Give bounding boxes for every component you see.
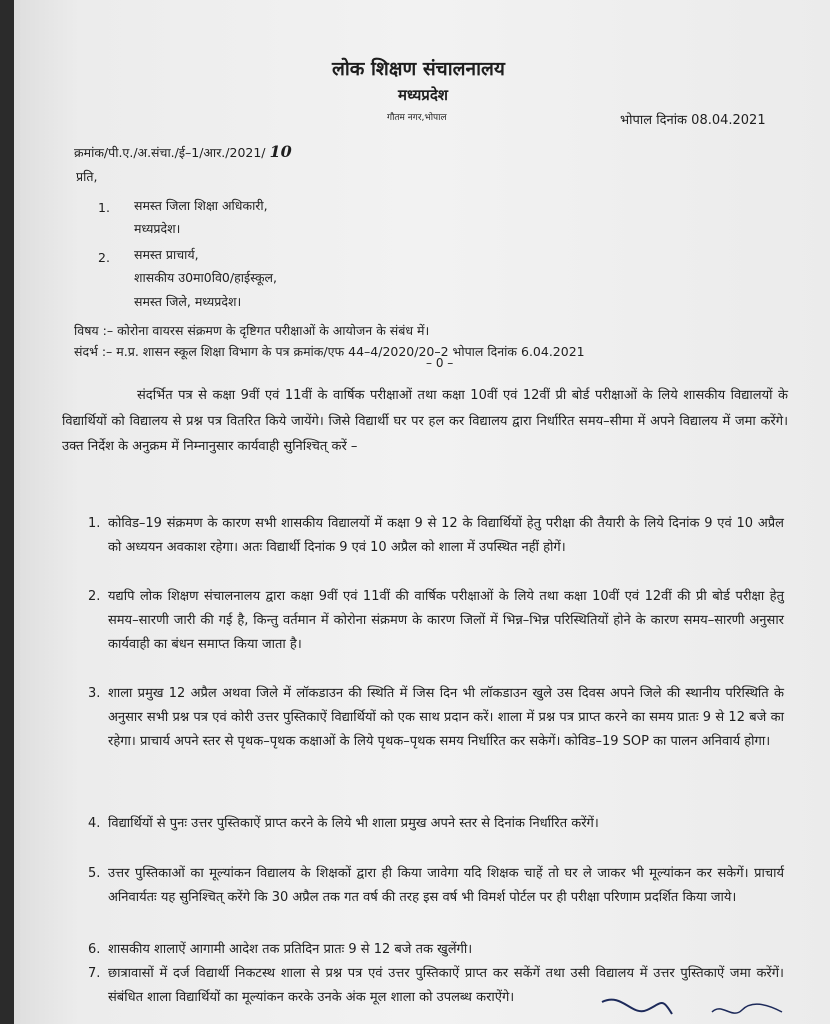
list-item (88, 862, 784, 910)
list-item-number: 6. (88, 942, 101, 957)
recipient-line: समस्त प्राचार्य, (134, 247, 199, 262)
prati-label: प्रति, (76, 169, 98, 184)
intro-paragraph: संदर्भित पत्र से कक्षा 9वीं एवं 11वीं के वार्षिक परीक्षाओं तथा कक्षा 10वीं एवं 12वीं प्री बोर्ड परीक्षाओं के लिये शासकीय विद्यालयों के विद्यार्थियों को विद्यालय से प्रश्न पत्र वितरित किये जायेंगे। जिसे विद्यार्थी घर पर हल कर विद्यालय द्वारा निर्धारित समय–सीमा में अपने विद्यालय में जमा करेंगे। उक्त निर्देश के अनुक्रम में निम्नानुसार कार्यवाही सुनिश्चित् करें – (62, 388, 788, 454)
recipient-line: समस्त जिले, मध्यप्रदेश। (134, 294, 242, 309)
list-item (88, 812, 784, 836)
list-item-text: शासकीय शालाऐं आगामी आदेश तक प्रतिदिन प्रातः 9 से 12 बजे तक खुलेंगी। (108, 942, 473, 957)
list-item (88, 512, 784, 560)
letter-date: भोपाल दिनांक 08.04.2021 (620, 113, 766, 128)
list-item-text: कोविड–19 संक्रमण के कारण सभी शासकीय विद्यालयों में कक्षा 9 से 12 के विद्यार्थियों हेतु परीक्षा की तैयारी के लिये दिनांक 9 एवं 10 अप्रैल को अध्ययन अवकाश रहेगा। अतः विद्यार्थी दिनांक 9 एवं 10 अप्रैल को शाला में उपस्थित नहीं होगें। (108, 516, 784, 555)
list-item-text: छात्रावासों में दर्ज विद्यार्थी निकटस्थ शाला से प्रश्न पत्र एवं उत्तर पुस्तिकाऐं प्राप्त कर सकेंगें तथा उसी विद्यालय में उत्तर पुस्तिकाऐं जमा करेंगें। संबंधित शाला विद्यार्थियों का मूल्यांकन करके उनके अंक मूल शाला को उपलब्ध कराऐंगे। (108, 966, 784, 1005)
letter-number (74, 142, 292, 161)
list-item-text: शाला प्रमुख 12 अप्रैल अथवा जिले में लॉकडाउन की स्थिति में जिस दिन भी लॉकडाउन खुले उस दिवस अपने जिले की स्थानीय परिस्थिति के अनुसार सभी प्रश्न पत्र एवं कोरी उत्तर पुस्तिकाऐं विद्यार्थियों को एक साथ प्रदान करें। शाला में प्रश्न पत्र प्राप्त करने का समय प्रातः 9 से 12 बजे का रहेगा। प्राचार्य अपने स्तर से पृथक–पृथक कक्षाओं के लिये पृथक–पृथक समय निर्धारित कर सकेगें। कोविड–19 SOP का पालन अनिवार्य होगा। (108, 686, 784, 749)
list-item-text: विद्यार्थियों से पुनः उत्तर पुस्तिकाऐं प्राप्त करने के लिये भी शाला प्रमुख अपने स्तर से दिनांक निर्धारित करेंगें। (108, 816, 599, 831)
recipient-number: 2. (98, 250, 110, 265)
list-item-number: 7. (88, 966, 101, 981)
list-item (88, 682, 784, 754)
reference-line: संदर्भ :– म.प्र. शासन स्कूल शिक्षा विभाग के पत्र क्रमांक/एफ 44–4/2020/20–2 भोपाल दिनांक 6.04.2021 (74, 344, 585, 359)
recipient-line: समस्त जिला शिक्षा अधिकारी, (134, 198, 268, 213)
recipient-line: शासकीय उ0मा0वि0/हाईस्कूल, (134, 270, 277, 285)
list-item-number: 3. (88, 686, 101, 701)
list-item (88, 938, 784, 962)
recipient-line: मध्यप्रदेश। (134, 221, 181, 236)
office-title: लोक शिक्षण संचालनालय (332, 58, 505, 80)
subject-line: विषय :– कोरोना वायरस संक्रमण के दृष्टिगत परीक्षाओं के आयोजन के संबंध में। (74, 323, 430, 338)
list-item-number: 2. (88, 589, 101, 604)
separator: – 0 – (426, 356, 454, 370)
state-title: मध्यप्रदेश (398, 86, 449, 104)
list-item-text: उत्तर पुस्तिकाओं का मूल्यांकन विद्यालय के शिक्षकों द्वारा ही किया जावेगा यदि शिक्षक चाहें तो घर ले जाकर भी मूल्यांकन कर सकेगें। प्राचार्य अनिवार्यतः यह सुनिश्चित् करेंगे कि 30 अप्रैल तक गत वर्ष की तरह इस वर्ष भी विमर्श पोर्टल पर ही परीक्षा परिणाम प्रदर्शित किया जाये। (108, 866, 784, 905)
handwritten-signature (592, 992, 792, 1022)
list-item-text: यद्यपि लोक शिक्षण संचालनालय द्वारा कक्षा 9वीं एवं 11वीं की वार्षिक परीक्षाओं के लिये तथा कक्षा 10वीं एवं 12वीं की प्री बोर्ड परीक्षा हेतु समय–सारणी जारी की गई है, किन्तु वर्तमान में कोरोना संक्रमण के कारण जिलों में भिन्न–भिन्न परिस्थितियों होने के कारण समय–सारणी अनुसार कार्यवाही का बंधन समाप्त किया जाता है। (108, 589, 784, 652)
document-page (14, 0, 830, 1024)
recipient-number: 1. (98, 200, 110, 215)
list-item-number: 5. (88, 866, 101, 881)
letter-number-text: क्रमांक/पी.ए./अ.संचा./ई–1/आर./2021/ (74, 145, 266, 160)
list-item-number: 4. (88, 816, 101, 831)
list-item-number: 1. (88, 516, 101, 531)
office-address: गौतम नगर,भोपाल (387, 113, 447, 123)
letter-number-handwritten: 10 (269, 142, 292, 161)
list-item (88, 585, 784, 657)
